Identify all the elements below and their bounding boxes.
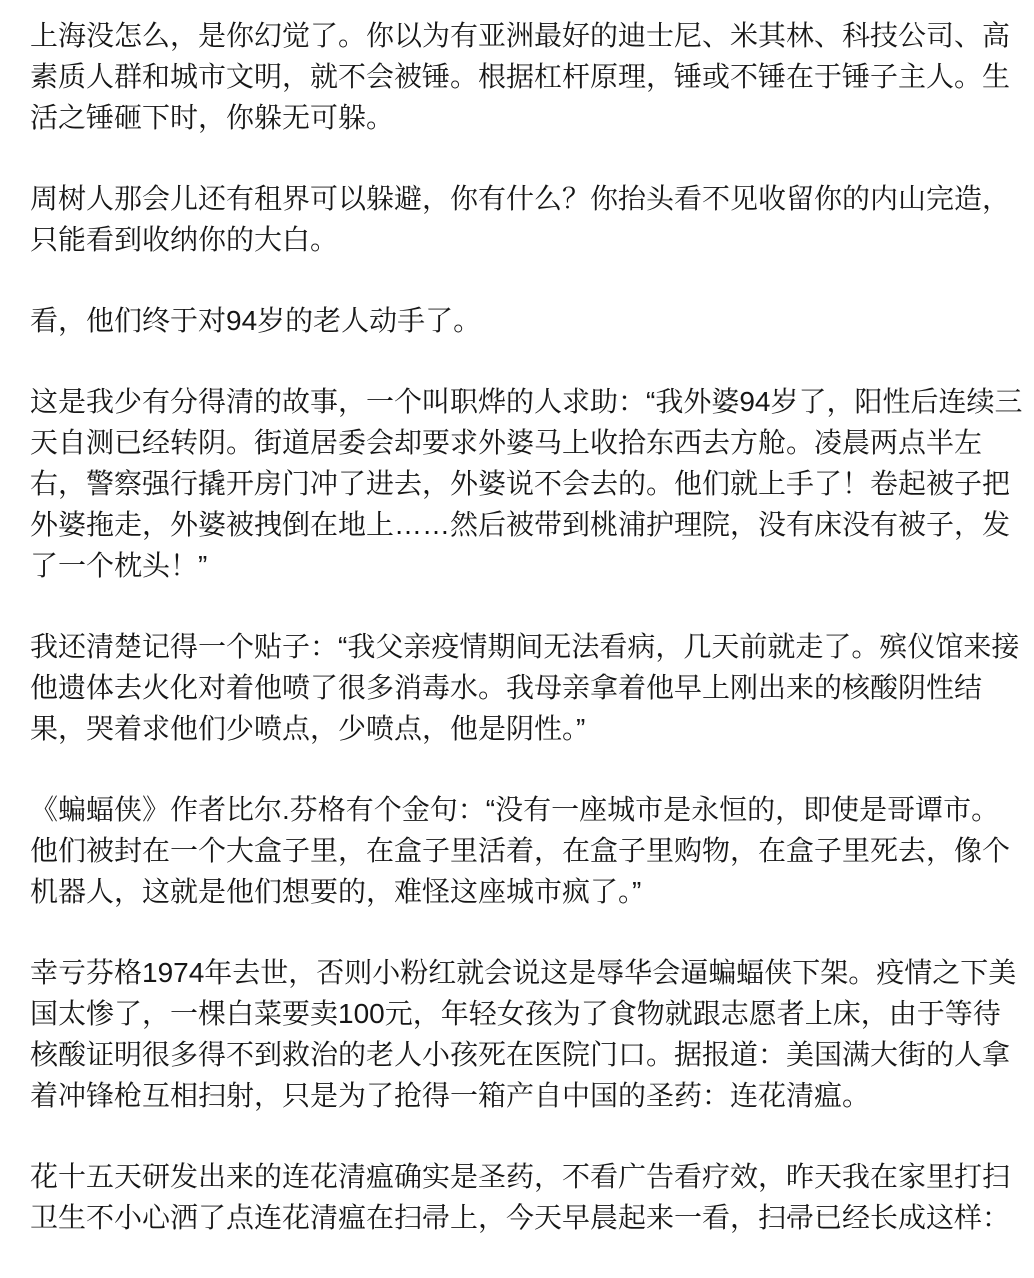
paragraph-3: 看，他们终于对94岁的老人动手了。: [30, 305, 482, 336]
paragraph-2: 周树人那会儿还有租界可以躲避，你有什么？你抬头看不见收留你的内山完造，只能看到收纳你的大白。: [30, 183, 1011, 255]
paragraph-4: 这是我少有分得清的故事，一个叫职烨的人求助：“我外婆94岁了，阳性后连续三天自测已经转阴。街道居委会却要求外婆马上收拾东西去方舱。凌晨两点半左右，警察强行撬开房门冲了进去，外婆说不会去的。他们就上手了！卷起被子把外婆拖走，外婆被拽倒在地上……然后被带到桃浦护理院，没有床没有被子，发了一个枕头！”: [30, 386, 1023, 581]
paragraph-5: 我还清楚记得一个贴子：“我父亲疫情期间无法看病，几天前就走了。殡仪馆来接他遗体去火化对着他喷了很多消毒水。我母亲拿着他早上刚出来的核酸阴性结果，哭着求他们少喷点，少喷点，他是阴性。”: [30, 631, 1020, 744]
paragraph-8: 花十五天研发出来的连花清瘟确实是圣药，不看广告看疗效，昨天我在家里打扫卫生不小心洒了点连花清瘟在扫帚上，今天早晨起来一看，扫帚已经长成这样：: [30, 1161, 1011, 1233]
paragraph-6: 《蝙蝠侠》作者比尔.芬格有个金句：“没有一座城市是永恒的，即使是哥谭市。他们被封在一个大盒子里，在盒子里活着，在盒子里购物，在盒子里死去，像个机器人，这就是他们想要的，难怪这座城市疯了。”: [30, 794, 1011, 907]
paragraph-1: 上海没怎么，是你幻觉了。你以为有亚洲最好的迪士尼、米其林、科技公司、高素质人群和城市文明，就不会被锤。根据杠杆原理，锤或不锤在于锤子主人。生活之锤砸下时，你躲无可躲。: [30, 20, 1011, 133]
paragraph-7: 幸亏芬格1974年去世，否则小粉红就会说这是辱华会逼蝙蝠侠下架。疫情之下美国太惨了，一棵白菜要卖100元，年轻女孩为了食物就跟志愿者上床，由于等待核酸证明很多得不到救治的老人小孩死在医院门口。据报道：美国满大街的人拿着冲锋枪互相扫射，只是为了抢得一箱产自中国的圣药：连花清瘟。: [30, 957, 1017, 1111]
